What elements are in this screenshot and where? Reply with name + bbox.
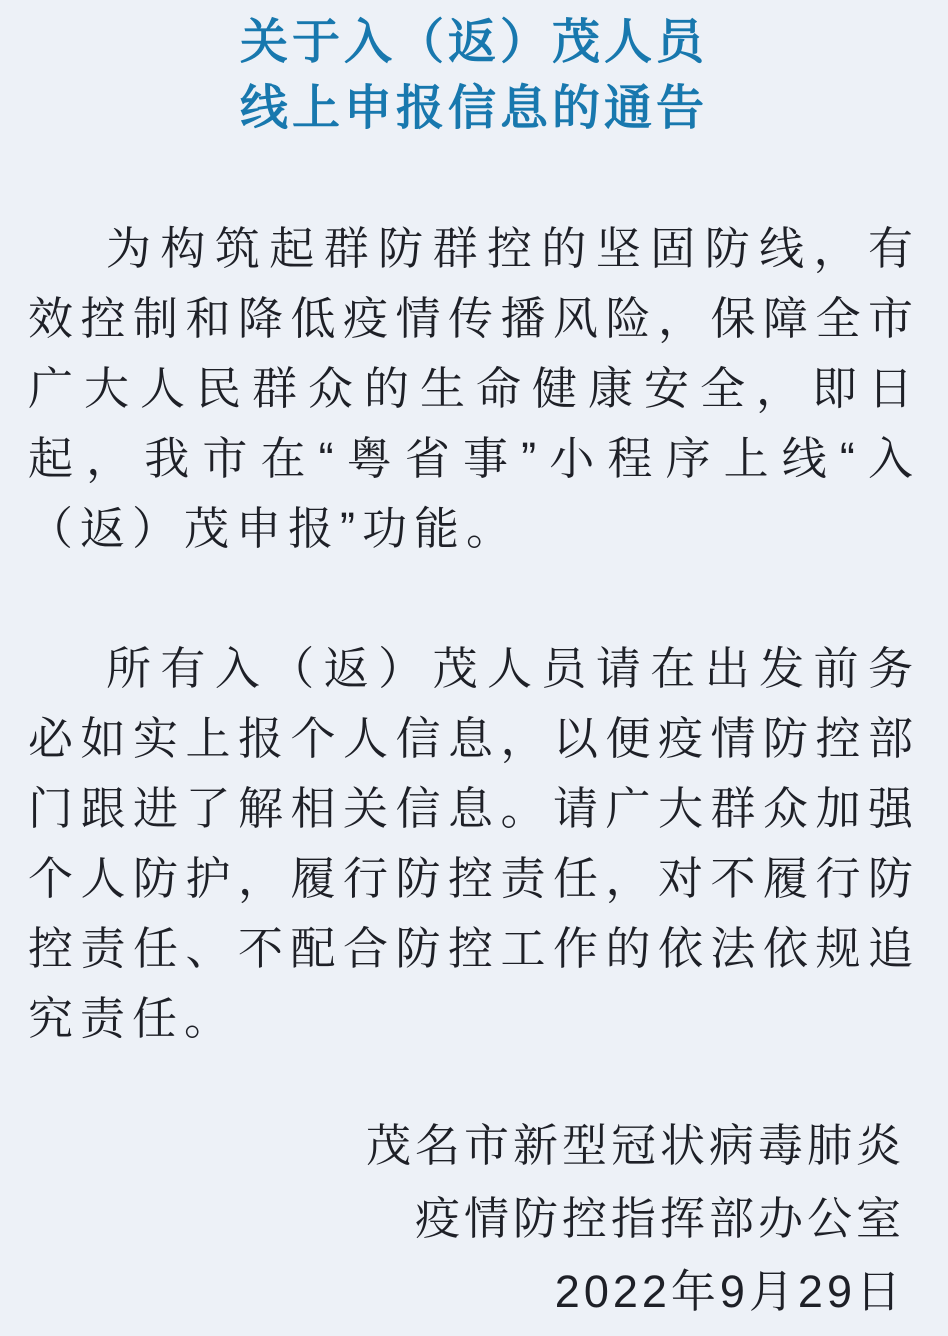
notice-signature: [0, 1109, 948, 1328]
signature-issuer-line-2: 疫情防控指挥部办公室: [414, 1193, 905, 1244]
notice-title-line-1: 关于入（返）茂人员: [239, 16, 708, 69]
notice-title-line-2: 线上申报信息的通告: [239, 82, 708, 135]
signature-issuer-line-1: 茂名市新型冠状病毒肺炎: [365, 1120, 905, 1171]
notice-paragraph-2: 所有入（返）茂人员请在出发前务必如实上报个人信息，以便疫情防控部门跟进了解相关信息。请广大群众加强个人防护，履行防控责任，对不履行防控责任、不配合防控工作的依法依规追究责任。: [28, 643, 920, 1044]
notice-body: [0, 214, 948, 1054]
signature-date: 2022年9月29日: [554, 1266, 905, 1317]
notice-paragraph-1: 为构筑起群防群控的坚固防线，有效控制和降低疫情传播风险，保障全市广大人民群众的生命健康安全，即日起，我市在“粤省事”小程序上线“入（返）茂申报”功能。: [28, 223, 920, 554]
notice-title: [0, 0, 948, 142]
